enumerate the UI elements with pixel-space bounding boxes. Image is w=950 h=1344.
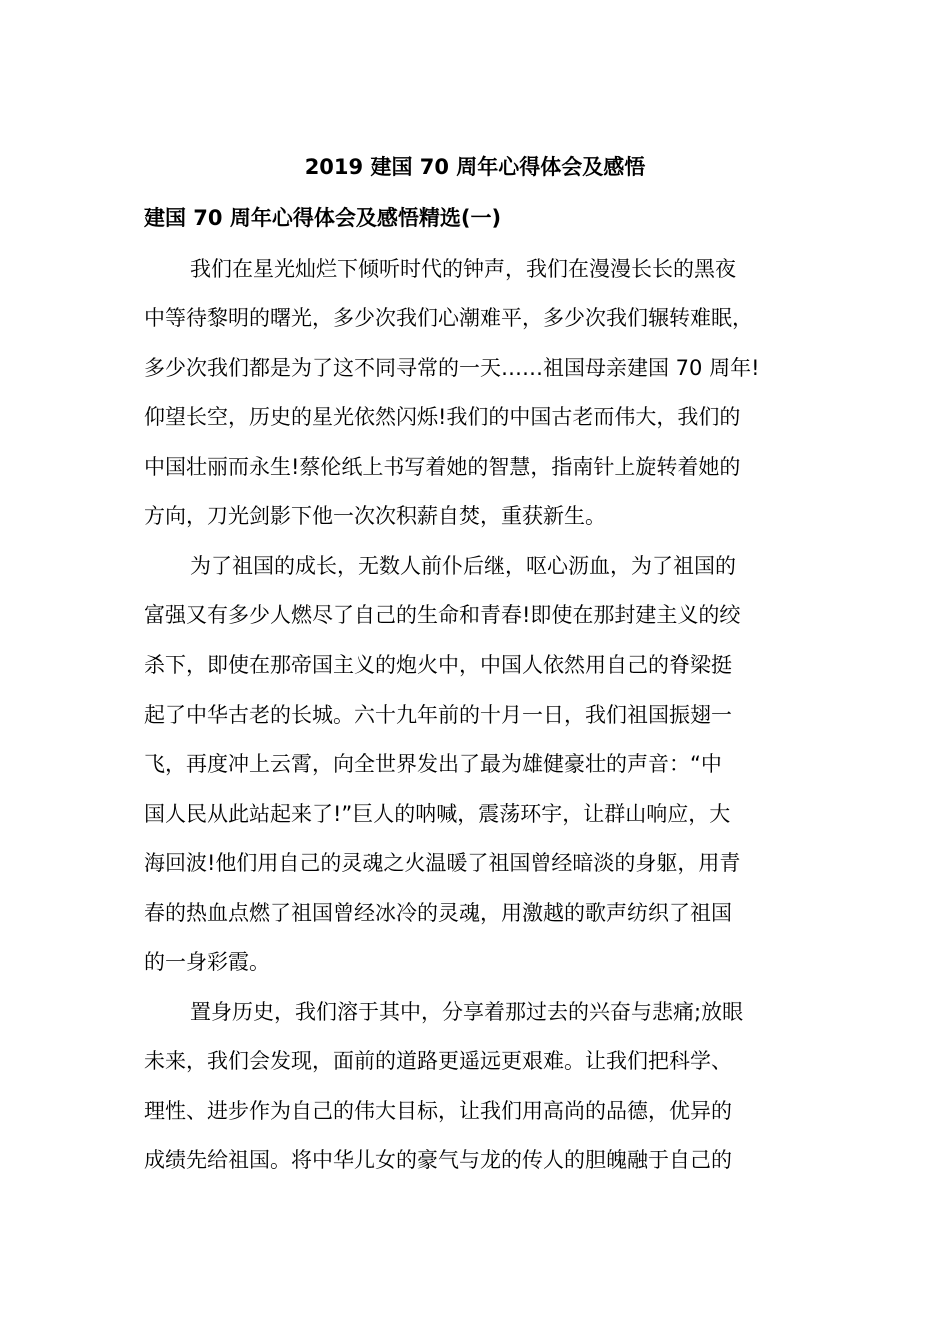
paragraph-2-line: 海回波!他们用自己的灵魂之火温暖了祖国曾经暗淡的身躯，用青 (144, 851, 741, 875)
section-heading: 建国 70 周年心得体会及感悟精选(一) (144, 206, 502, 230)
paragraph-1-line: 多少次我们都是为了这不同寻常的一天……祖国母亲建国 70 周年! (144, 356, 760, 380)
paragraph-3-line: 成绩先给祖国。将中华儿女的豪气与龙的传人的胆魄融于自己的 (144, 1148, 732, 1172)
paragraph-2-line: 飞，再度冲上云霄，向全世界发出了最为雄健豪壮的声音：“中 (144, 752, 722, 776)
paragraph-2-line: 为了祖国的成长，无数人前仆后继，呕心沥血，为了祖国的 (190, 554, 736, 578)
paragraph-1-line: 中国壮丽而永生!蔡伦纸上书写着她的智慧，指南针上旋转着她的 (144, 455, 741, 479)
paragraph-2-line: 国人民从此站起来了!”巨人的呐喊，震荡环宇，让群山响应，大 (144, 802, 731, 826)
paragraph-2-line: 起了中华古老的长城。六十九年前的十月一日，我们祖国振翅一 (144, 703, 732, 727)
paragraph-3-line: 置身历史，我们溶于其中，分享着那过去的兴奋与悲痛;放眼 (190, 1000, 744, 1024)
paragraph-1-line: 仰望长空，历史的星光依然闪烁!我们的中国古老而伟大，我们的 (144, 405, 741, 429)
document-title: 2019 建国 70 周年心得体会及感悟 (304, 155, 646, 179)
paragraph-1-line: 我们在星光灿烂下倾听时代的钟声，我们在漫漫长长的黑夜 (190, 257, 736, 281)
paragraph-3-line: 理性、进步作为自己的伟大目标，让我们用高尚的品德，优异的 (144, 1099, 732, 1123)
paragraph-1-line: 方向，刀光剑影下他一次次积薪自焚，重获新生。 (144, 504, 606, 528)
paragraph-2-line: 的一身彩霞。 (144, 950, 270, 974)
paragraph-3-line: 未来，我们会发现，面前的道路更遥远更艰难。让我们把科学、 (144, 1049, 732, 1073)
paragraph-1-line: 中等待黎明的曙光，多少次我们心潮难平，多少次我们辗转难眠， (144, 306, 753, 330)
paragraph-2-line: 杀下，即使在那帝国主义的炮火中，中国人依然用自己的脊梁挺 (144, 653, 732, 677)
paragraph-2-line: 春的热血点燃了祖国曾经冰冷的灵魂，用激越的歌声纺织了祖国 (144, 901, 732, 925)
paragraph-2-line: 富强又有多少人燃尽了自己的生命和青春!即使在那封建主义的绞 (144, 603, 741, 627)
